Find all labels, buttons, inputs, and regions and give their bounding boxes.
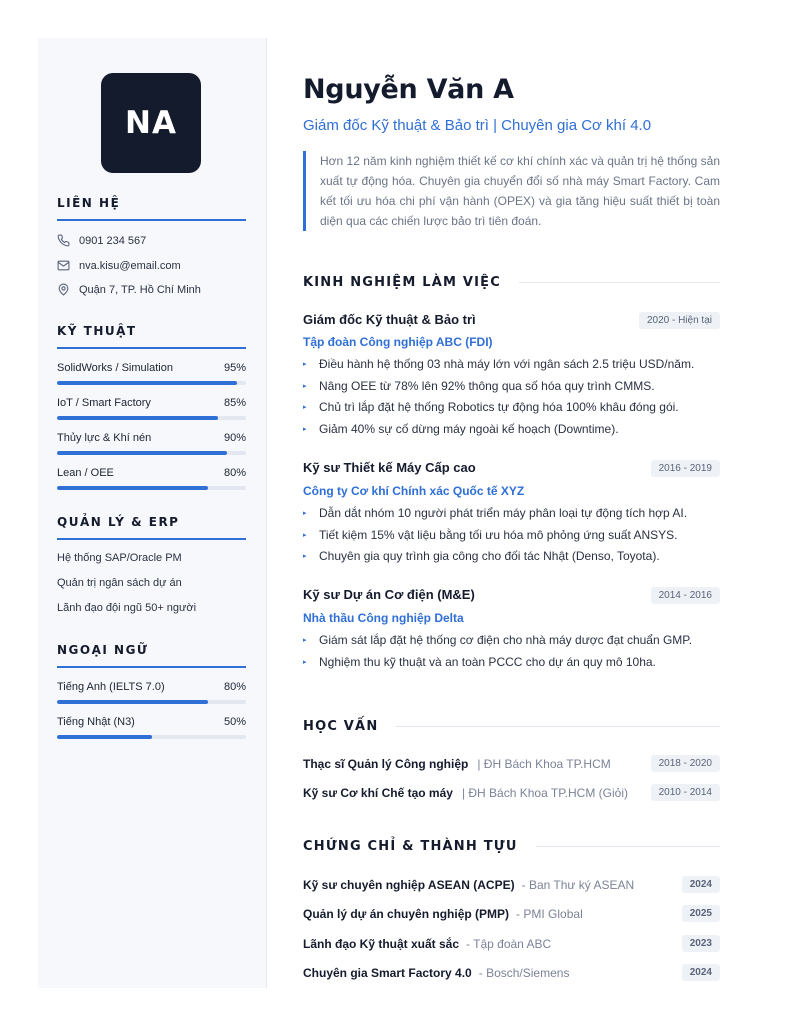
skill-label: SolidWorks / Simulation — [57, 362, 173, 374]
job-bullet — [303, 400, 720, 414]
cert-year-badge: 2025 — [682, 905, 720, 922]
skill-label: IoT / Smart Factory — [57, 397, 151, 409]
cert-item — [303, 935, 720, 952]
contact-phone[interactable] — [57, 234, 146, 247]
bullet-icon: ▸ — [303, 659, 307, 666]
cert-org: - PMI Global — [516, 906, 583, 921]
job-date-badge: 2016 - 2019 — [651, 460, 720, 477]
mgmt-item: Lãnh đạo đội ngũ 50+ người — [57, 602, 197, 614]
cert-name: Kỹ sư chuyên nghiệp ASEAN (ACPE) — [303, 877, 515, 892]
skill-item — [57, 681, 246, 704]
skill-percent: 90% — [223, 432, 246, 444]
skill-item — [57, 397, 246, 420]
bullet-icon: ▸ — [303, 637, 307, 644]
skill-percent: 80% — [223, 681, 246, 693]
skill-bar — [57, 700, 246, 704]
job-bullet — [303, 379, 720, 393]
cert-year-badge: 2024 — [682, 964, 720, 981]
skill-label: Lean / OEE — [57, 467, 114, 479]
job-bullet — [303, 506, 720, 520]
divider — [519, 282, 720, 283]
education-date-badge: 2018 - 2020 — [651, 755, 720, 772]
cert-year-badge: 2023 — [682, 935, 720, 952]
skill-percent: 95% — [223, 362, 246, 374]
cert-name: Chuyên gia Smart Factory 4.0 — [303, 965, 472, 980]
education-item — [303, 784, 720, 801]
certs-heading-text: CHỨNG CHỈ & THÀNH TỰU — [303, 839, 518, 854]
cert-org: - Bosch/Siemens — [478, 965, 570, 980]
job-bullet-text: Nghiệm thu kỹ thuật và an toàn PCCC cho dự án quy mô 10ha. — [319, 655, 656, 669]
education-heading-text: HỌC VẤN — [303, 719, 379, 734]
full-name: Nguyễn Văn A — [303, 74, 514, 105]
contact-email-text: nva.kisu@email.com — [79, 259, 181, 272]
bullet-icon: ▸ — [303, 426, 307, 433]
skill-bar — [57, 735, 246, 739]
company-name: Tập đoàn Công nghiệp ABC (FDI) — [303, 335, 493, 349]
divider — [396, 726, 720, 727]
contact-location-text: Quận 7, TP. Hồ Chí Minh — [79, 283, 201, 296]
cert-name: Quản lý dự án chuyên nghiệp (PMP) — [303, 906, 510, 921]
skills-heading: KỸ THUẬT — [57, 324, 246, 349]
skill-bar — [57, 416, 246, 420]
skill-bar-fill — [57, 700, 208, 704]
job-bullet — [303, 633, 720, 647]
avatar: NA — [101, 73, 201, 173]
email-icon — [57, 259, 70, 272]
education-school: | ĐH Bách Khoa TP.HCM (Giỏi) — [461, 785, 628, 800]
education-degree: Kỹ sư Cơ khí Chế tạo máy — [303, 785, 453, 800]
job-bullet-text: Giám sát lắp đặt hệ thống cơ điện cho nhà máy dược đạt chuẩn GMP. — [319, 633, 693, 647]
job-bullet-text: Chủ trì lắp đặt hệ thống Robotics tự động hóa 100% khâu đóng gói. — [319, 400, 679, 414]
skill-label: Thủy lực & Khí nén — [57, 432, 152, 444]
company-name: Công ty Cơ khí Chính xác Quốc tế XYZ — [303, 484, 525, 498]
experience-heading-text: KINH NGHIỆM LÀM VIỆC — [303, 275, 501, 290]
education-date-badge: 2010 - 2014 — [651, 784, 720, 801]
skill-header — [57, 397, 246, 409]
job-title: Giám đốc Kỹ thuật & Bảo trì — [303, 312, 476, 327]
skill-header — [57, 432, 246, 444]
cert-year-badge: 2024 — [682, 876, 720, 893]
sidebar — [38, 38, 267, 988]
experience-heading — [303, 275, 720, 290]
certs-heading — [303, 839, 720, 854]
education-heading — [303, 719, 720, 734]
phone-icon — [57, 234, 70, 247]
cert-item — [303, 905, 720, 922]
skill-item — [57, 716, 246, 739]
contact-heading: LIÊN HỆ — [57, 196, 246, 221]
bullet-icon: ▸ — [303, 532, 307, 539]
mgmt-item: Hệ thống SAP/Oracle PM — [57, 552, 182, 564]
education-item — [303, 755, 720, 772]
company-name: Nhà thầu Công nghiệp Delta — [303, 611, 464, 625]
job-bullet — [303, 422, 720, 436]
job-role: Giám đốc Kỹ thuật & Bảo trì | Chuyên gia Cơ khí 4.0 — [303, 117, 652, 134]
skill-header — [57, 681, 246, 693]
skill-bar — [57, 451, 246, 455]
skill-percent: 80% — [223, 467, 246, 479]
job-bullet-text: Tiết kiệm 15% vật liệu bằng tối ưu hóa mô phỏng ứng suất ANSYS. — [319, 528, 678, 542]
job-date-badge: 2014 - 2016 — [651, 587, 720, 604]
skill-bar — [57, 486, 246, 490]
job-bullet — [303, 528, 720, 542]
skill-label: Tiếng Nhật (N3) — [57, 716, 135, 728]
skill-header — [57, 467, 246, 479]
education-school: | ĐH Bách Khoa TP.HCM — [477, 756, 611, 771]
language-heading: NGOẠI NGỮ — [57, 643, 246, 668]
job-bullet-text: Giảm 40% sự cố dừng máy ngoài kế hoạch (Downtime). — [319, 422, 619, 436]
skill-bar-fill — [57, 735, 152, 739]
skill-header — [57, 362, 246, 374]
divider — [536, 846, 720, 847]
job-bullet-text: Dẫn dắt nhóm 10 người phát triển máy phân loại tự động tích hợp AI. — [319, 506, 688, 520]
skill-bar-fill — [57, 486, 208, 490]
cert-item — [303, 876, 720, 893]
skill-percent: 50% — [223, 716, 246, 728]
cert-org: - Ban Thư ký ASEAN — [521, 877, 635, 892]
skill-item — [57, 467, 246, 490]
contact-email[interactable] — [57, 259, 181, 272]
job-bullet-text: Chuyên gia quy trình gia công cho đối tác Nhật (Denso, Toyota). — [319, 549, 660, 563]
bullet-icon: ▸ — [303, 383, 307, 390]
skill-bar-fill — [57, 451, 227, 455]
skill-header — [57, 716, 246, 728]
skill-bar — [57, 381, 246, 385]
mgmt-heading: QUẢN LÝ & ERP — [57, 515, 246, 540]
job-bullet-text: Nâng OEE từ 78% lên 92% thông qua số hóa quy trình CMMS. — [319, 379, 655, 393]
job-title: Kỹ sư Dự án Cơ điện (M&E) — [303, 587, 475, 602]
mgmt-item: Quản trị ngân sách dự án — [57, 577, 182, 589]
profile-summary: Hơn 12 năm kinh nghiệm thiết kế cơ khí chính xác và quản trị hệ thống sản xuất tự động hóa. Chuyên gia chuyển đổi số nhà máy Smart Factory. Cam kết tối ưu hóa chi phí vận hành (OPEX) và gia tăng hiệu suất thiết bị toàn diện qua các chiến lược bảo trì tiên đoán. — [303, 151, 720, 231]
skill-item — [57, 362, 246, 385]
skill-item — [57, 432, 246, 455]
skill-bar-fill — [57, 416, 218, 420]
job-title: Kỹ sư Thiết kế Máy Cấp cao — [303, 460, 476, 475]
bullet-icon: ▸ — [303, 553, 307, 560]
job-bullet — [303, 549, 720, 563]
cert-org: - Tập đoàn ABC — [466, 936, 552, 951]
skill-percent: 85% — [223, 397, 246, 409]
bullet-icon: ▸ — [303, 404, 307, 411]
location-icon — [57, 283, 70, 296]
job-bullet-text: Điều hành hệ thống 03 nhà máy lớn với ngân sách 2.5 triệu USD/năm. — [319, 357, 695, 371]
cert-item — [303, 964, 720, 981]
contact-phone-text: 0901 234 567 — [79, 234, 147, 247]
contact-location — [57, 283, 201, 296]
job-bullet — [303, 655, 720, 669]
bullet-icon: ▸ — [303, 510, 307, 517]
cert-name: Lãnh đạo Kỹ thuật xuất sắc — [303, 936, 460, 951]
education-degree: Thạc sĩ Quản lý Công nghiệp — [303, 756, 469, 771]
job-date-badge: 2020 - Hiện tại — [639, 312, 720, 329]
job-bullet — [303, 357, 720, 371]
skill-label: Tiếng Anh (IELTS 7.0) — [57, 681, 165, 693]
bullet-icon: ▸ — [303, 361, 307, 368]
skill-bar-fill — [57, 381, 237, 385]
